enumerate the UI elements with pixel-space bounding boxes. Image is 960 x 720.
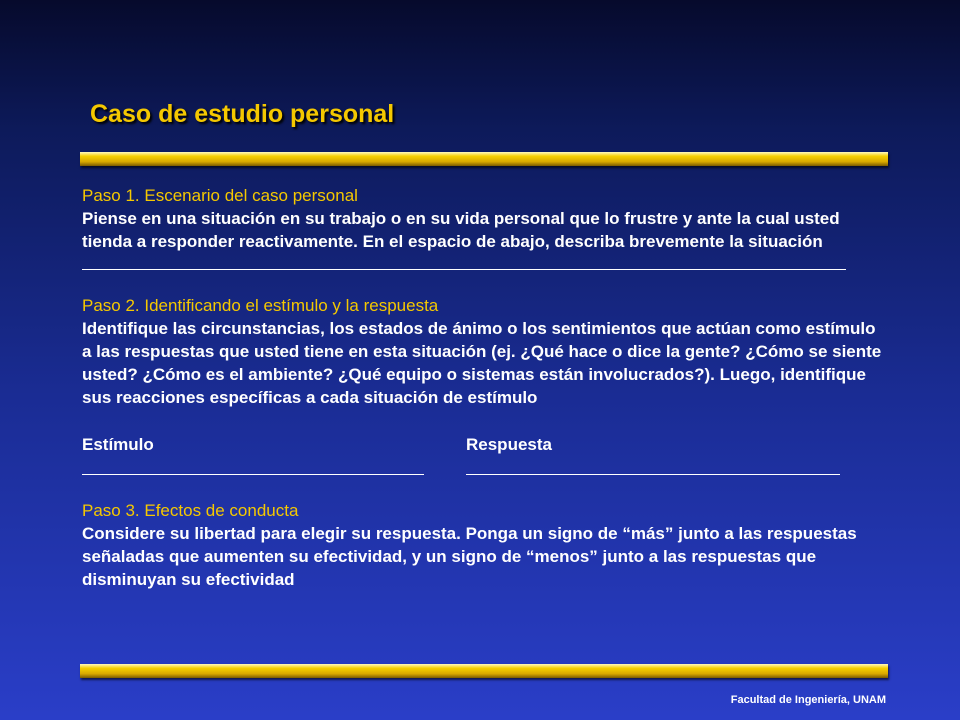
stimulus-answer-line xyxy=(82,456,424,475)
stimulus-label: Estímulo xyxy=(82,435,154,454)
response-answer-line xyxy=(466,456,840,475)
bottom-divider-bar xyxy=(80,664,888,678)
top-divider-bar xyxy=(80,152,888,166)
response-label: Respuesta xyxy=(466,435,552,454)
step-3-title: Paso 3. Efectos de conducta xyxy=(82,501,299,520)
slide-title: Caso de estudio personal xyxy=(90,100,395,128)
step-1-answer-line xyxy=(82,253,846,270)
stimulus-response-columns xyxy=(82,433,882,475)
step-1-body: Piense en una situación en su trabajo o en su vida personal que lo frustre y ante la cual usted tienda a responder reactivamente. En el espacio de abajo, describa brevemente la situación xyxy=(82,209,840,251)
step-2-title: Paso 2. Identificando el estímulo y la respuesta xyxy=(82,296,439,315)
step-1-title: Paso 1. Escenario del caso personal xyxy=(82,186,358,205)
footer-credit: Facultad de Ingeniería, UNAM xyxy=(730,694,886,706)
slide-content xyxy=(82,184,882,591)
step-2-body: Identifique las circunstancias, los estados de ánimo o los sentimientos que actúan como estímulo a las respuestas que usted tiene en esta situación (ej. ¿Qué hace o dice la gente? ¿Cómo se siente usted? ¿Cómo es el ambiente? ¿Qué equipo o sistemas están involucrados?). Luego, identifique sus reacciones específicas a cada situación de estímulo xyxy=(82,319,882,407)
step-3-body: Considere su libertad para elegir su respuesta. Ponga un signo de “más” junto a las respuestas señaladas que aumenten su efectividad, y un signo de “menos” junto a las respuestas que disminuyan su efectividad xyxy=(82,524,857,589)
